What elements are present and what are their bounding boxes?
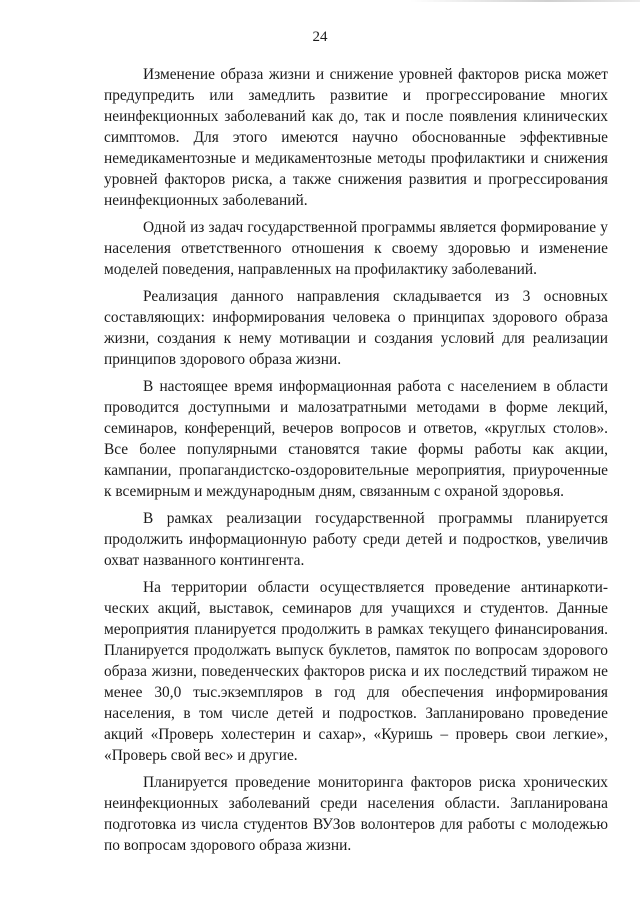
paragraph-risk-monitoring: Планируется проведение мониторинга факторов риска хронических неинфекционных заболеваний среди населения области. Запланирована подготовка из числа студентов ВУЗов волонтеров для работы с молодежью по вопросам здорового образа жизни. bbox=[104, 774, 608, 854]
paragraph-lifestyle-change: Изменение образа жизни и снижение уровней факторов риска может предупредить или замедлить развитие и прогрессирование многих неинфекционных заболеваний как до, так и после появления клинических симптомов. Для этого имеются научно обоснованные эффективные немедикаментозные и медикаментозные методы профилактики и снижения уровней факторов риска, а также снижения развития и прогрессирования неинфекционных заболеваний. bbox=[104, 66, 608, 209]
page-number: 24 bbox=[312, 29, 328, 45]
paragraph-program-objective: Одной из задач государственной программы является формирование у населения ответственного отношения к своему здоровью и изменение моделей поведения, направленных на профилактику заболеваний. bbox=[104, 219, 608, 278]
paragraph-children-outreach: В рамках реализации государственной программы планируется продолжить информационную работу среди детей и подростков, увеличив охват названного контингента. bbox=[104, 510, 608, 569]
scan-edge-mark bbox=[410, 0, 640, 2]
paragraph-information-work: В настоящее время информационная работа с населением в области проводится доступными и малозатратными методами в форме лекций, семинаров, конференций, вечеров вопросов и ответов, «круглых столов». Все более популярными становятся такие формы работы как акции, кампании, пропагандистско-оздоровительные мероприятия, приуроченные к всемирным и международным дням, связанным с охраной здоровья. bbox=[104, 378, 608, 500]
paragraph-regional-actions: На территории области осуществляется проведение антинаркотических акций, выставок, семинаров для учащихся и студентов. Данные мероприятия планируется продолжить в рамках текущего финансирования. Планируется продолжать выпуск буклетов, памяток по вопросам здорового образа жизни, поведенческих факторов риска и их последствий тиражом не менее 30,0 тыс.экземпляров в год для обеспечения информирования населения, в том числе детей и подростков. Запланировано проведение акций «Проверь холестерин и сахар», «Куришь – проверь свои легкие», «Проверь свой вес» и другие. bbox=[104, 579, 608, 764]
paragraph-direction-components: Реализация данного направления складывается из 3 основных составляющих: информирования человека о принципах здорового образа жизни, создания к нему мотивации и создания условий для реализации принципов здорового образа жизни. bbox=[104, 288, 608, 368]
document-body bbox=[104, 64, 608, 856]
